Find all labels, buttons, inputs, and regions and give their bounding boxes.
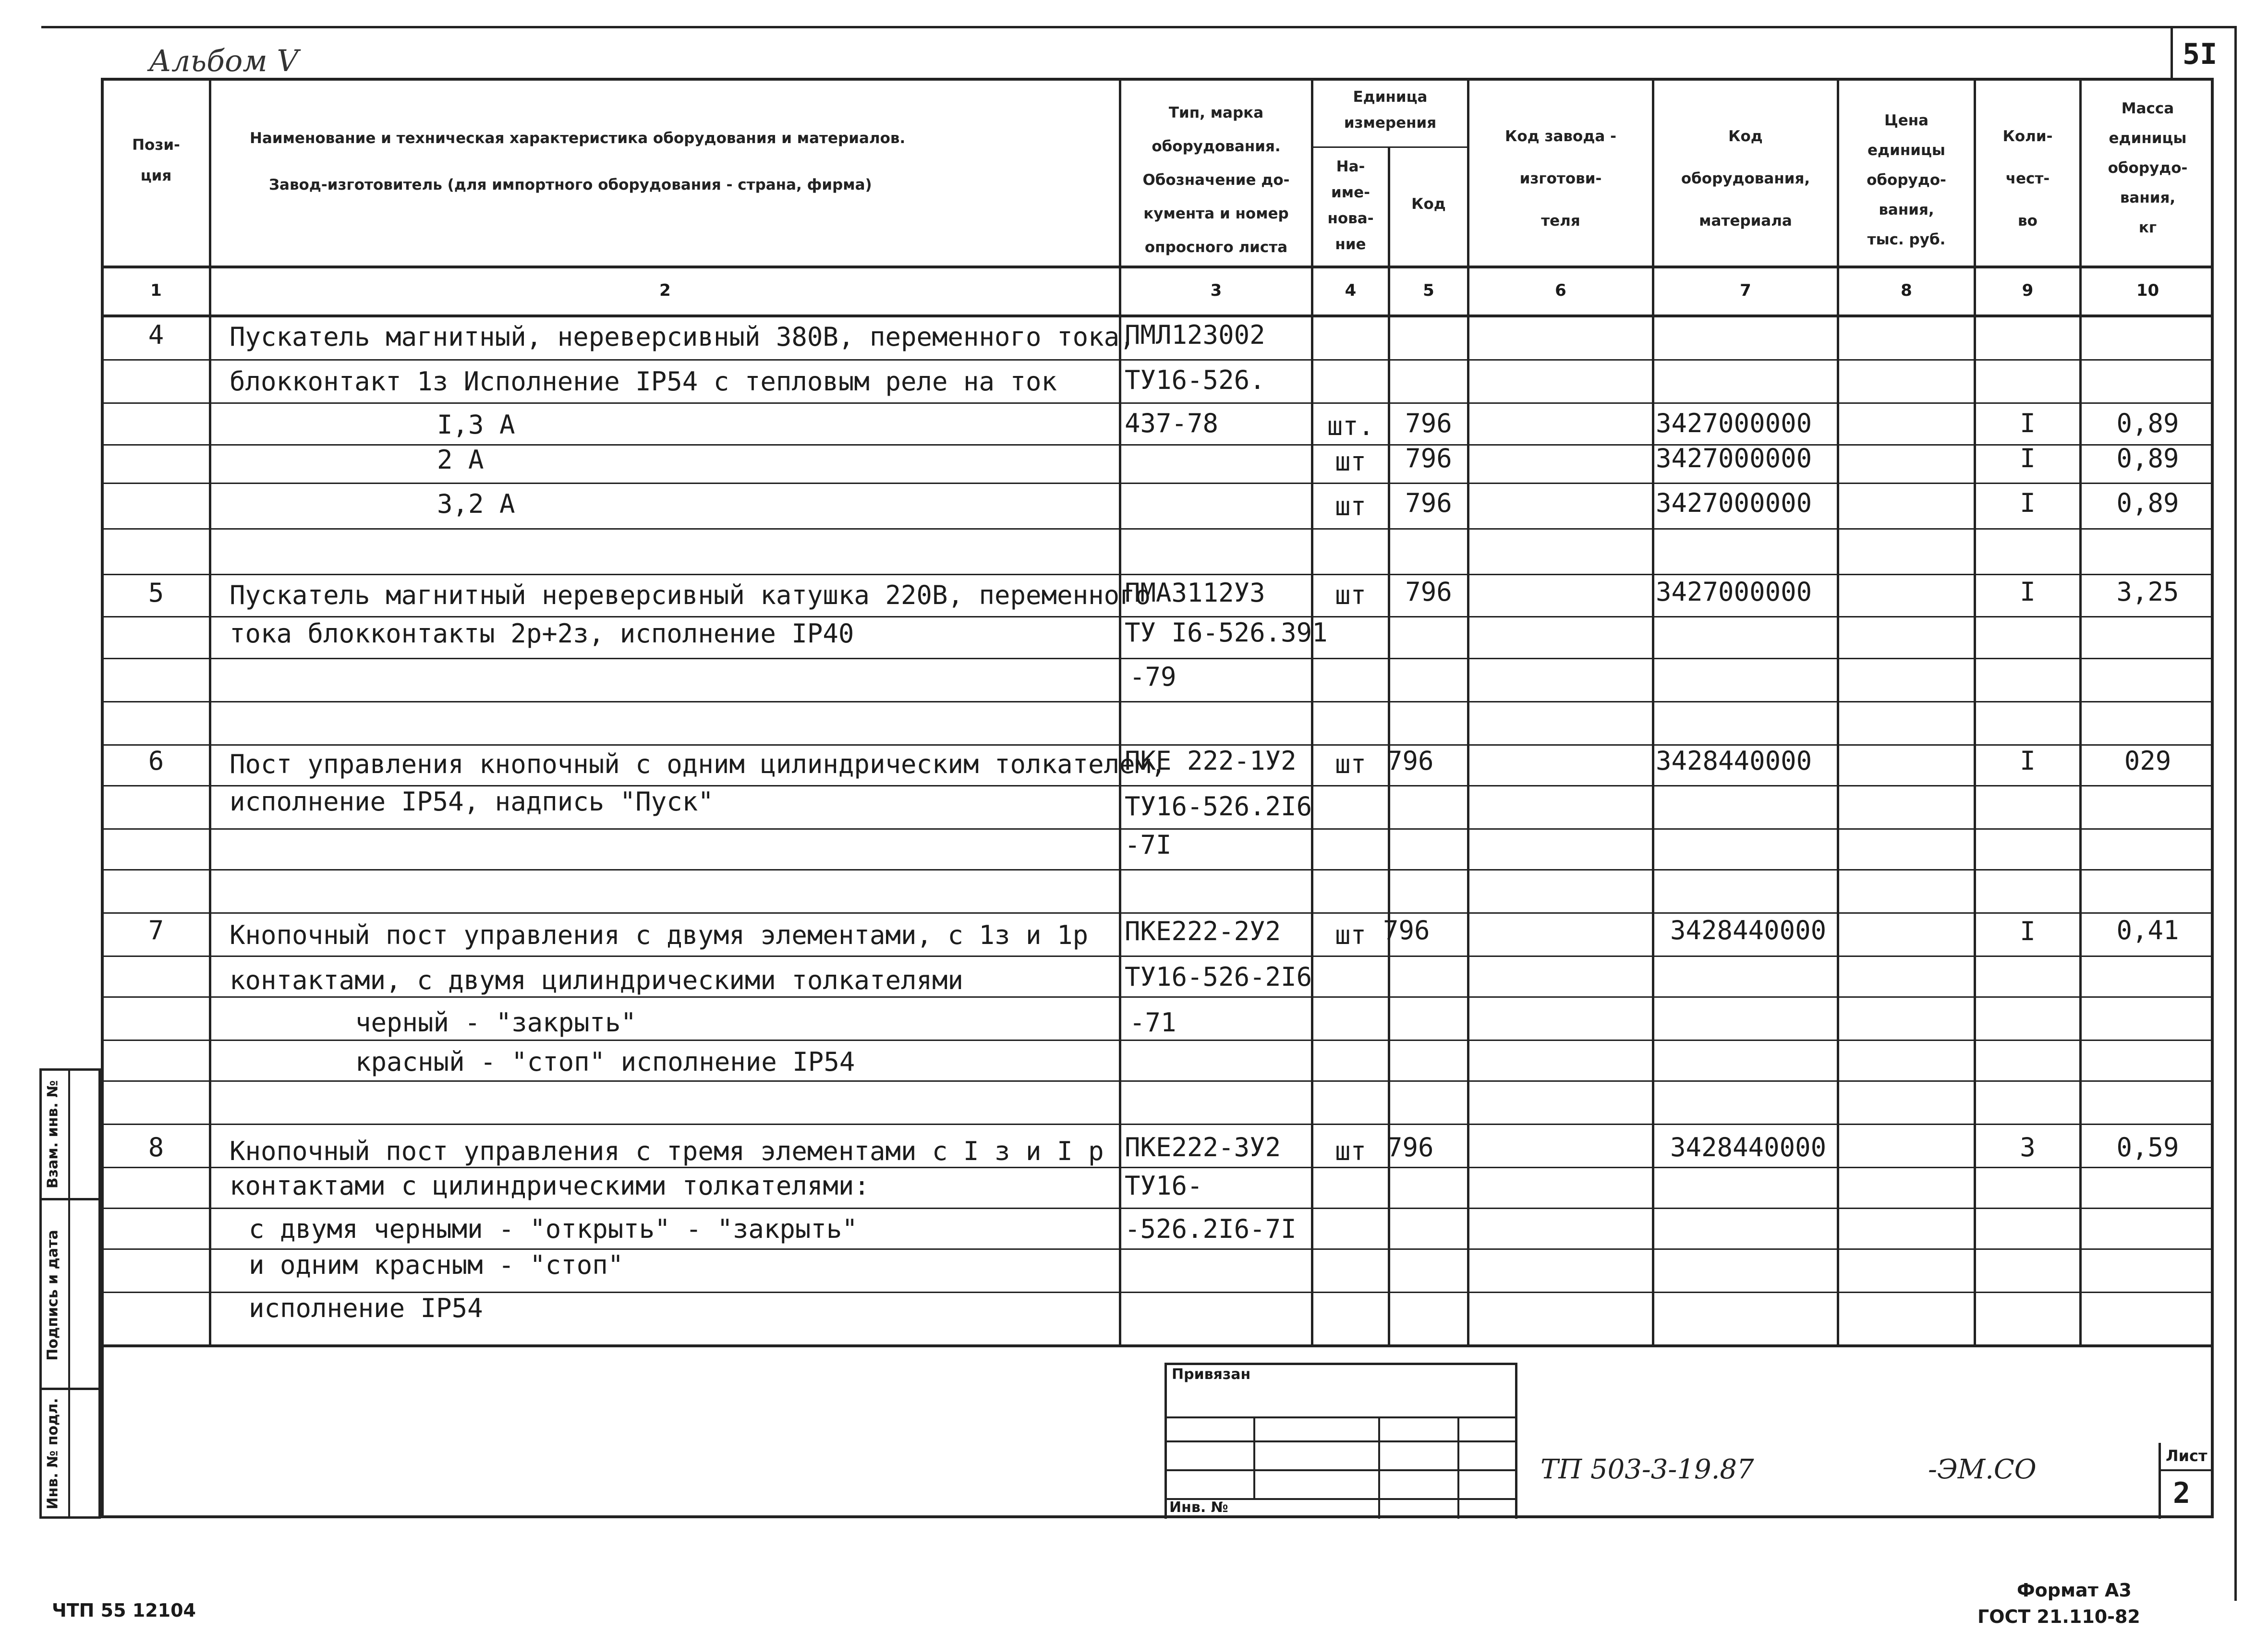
header-unit-name: На- име- нова- ние [1327, 158, 1374, 253]
header-manufacturer: Завод-изготовитель (для импортного оборудования - страна, фирма) [269, 176, 872, 194]
col-number-5: 5 [1423, 281, 1434, 300]
row-name: с двумя черными - "открыть" - "закрыть" [249, 1214, 858, 1244]
row-quantity: 3 [2020, 1132, 2036, 1162]
row-name: 2 А [437, 445, 484, 475]
row-quantity: I [2020, 577, 2036, 607]
row-line [101, 869, 2214, 871]
header-unit-code: Код [1411, 195, 1446, 213]
row-type: ПКЕ222-2У2 [1125, 916, 1281, 946]
row-unit: шт [1334, 749, 1367, 779]
row-equipment-code: 3427000000 [1656, 408, 1812, 438]
row-name: красный - "стоп" исполнение IP54 [355, 1047, 855, 1077]
row-mass: 0,59 [2116, 1132, 2179, 1162]
row-position: 7 [148, 915, 164, 945]
row-unit: шт [1334, 447, 1367, 477]
col-number-10: 10 [2136, 281, 2159, 300]
row-line [101, 359, 2214, 361]
bottom-left-code: ЧТП 55 12104 [52, 1600, 196, 1621]
row-name: блокконтакт 1з Исполнение IP54 с тепловым реле на ток [230, 366, 1057, 397]
row-unit-code: 796 [1405, 408, 1452, 438]
row-name: 3,2 А [437, 489, 515, 519]
row-type: -7I [1125, 830, 1172, 860]
format-label: Формат А3 [2017, 1580, 2132, 1601]
row-line [101, 912, 2214, 914]
row-position: 6 [148, 746, 164, 776]
sheet-label: Лист [2166, 1447, 2207, 1465]
stamp-privyazan-label: Привязан [1172, 1366, 1251, 1383]
row-line [101, 1208, 2214, 1209]
row-type: ТУ16- [1125, 1171, 1203, 1201]
header-quantity: Коли- чест- во [2002, 128, 2053, 230]
page-number-divider [2171, 26, 2173, 79]
row-quantity: I [2020, 916, 2036, 946]
row-type: ПМА3112У3 [1125, 578, 1265, 608]
row-name: контактами с цилиндрическими толкателями: [230, 1171, 870, 1201]
stamp-col [1253, 1416, 1255, 1498]
row-mass: 3,25 [2116, 577, 2179, 607]
side-label-inventory: Инв. № подл. [44, 1398, 61, 1510]
row-line [101, 402, 2214, 404]
row-unit: шт [1334, 580, 1367, 610]
row-quantity: I [2020, 488, 2036, 518]
album-label: Альбом V [149, 43, 299, 78]
row-unit-code: 796 [1387, 1132, 1434, 1162]
doc-suffix: -ЭМ.СО [1928, 1454, 2037, 1485]
col-number-6: 6 [1555, 281, 1566, 300]
unit-header-divider [1311, 146, 1467, 148]
header-equipment-code: Код оборудования, материала [1681, 128, 1810, 230]
stamp-line [1164, 1440, 1517, 1442]
row-line [101, 1080, 2214, 1082]
row-unit-code: 796 [1405, 443, 1452, 473]
col-number-4: 4 [1345, 281, 1357, 300]
sheet-box-line [2159, 1469, 2214, 1471]
row-name: исполнение IP54 [249, 1293, 483, 1323]
row-type: ПМЛ123002 [1125, 320, 1265, 350]
row-type: ТУ16-526.2I6 [1125, 791, 1312, 822]
row-name: I,3 А [437, 410, 515, 440]
row-quantity: I [2020, 443, 2036, 473]
row-type: ТУ I6-526.391 [1125, 617, 1328, 648]
row-name: контактами, с двумя цилиндрическими толкателями [230, 965, 964, 995]
row-line [101, 1167, 2214, 1168]
col-number-7: 7 [1740, 281, 1751, 300]
row-type: ПКЕ222-3У2 [1125, 1132, 1281, 1162]
row-mass: 0,89 [2116, 408, 2179, 438]
row-equipment-code: 3427000000 [1656, 488, 1812, 518]
header-position: Пози- ция [132, 136, 180, 184]
row-line [101, 528, 2214, 530]
row-name: Кнопочный пост управления с двумя элементами, с 1з и 1р [230, 920, 1089, 950]
row-name: Пускатель магнитный нереверсивный катушка 220В, переменного [230, 580, 1151, 610]
table-bottom-line [101, 1344, 2214, 1347]
row-mass: 029 [2124, 746, 2171, 776]
row-line [101, 483, 2214, 484]
row-type: -79 [1129, 662, 1176, 692]
header-mass: Масса единицы оборудо- вания, кг [2108, 100, 2188, 236]
row-name: и одним красным - "стоп" [249, 1250, 624, 1280]
row-type: ТУ16-526. [1125, 365, 1265, 395]
row-mass: 0,89 [2116, 443, 2179, 473]
side-strip-divider [68, 1068, 70, 1519]
row-type: -526.2I6-7I [1125, 1214, 1297, 1244]
row-line [101, 658, 2214, 659]
row-equipment-code: 3427000000 [1656, 443, 1812, 473]
row-type: ТУ16-526-2I6 [1125, 962, 1312, 992]
stamp-col [1378, 1416, 1380, 1519]
row-unit-code: 796 [1383, 915, 1430, 945]
sheet-number: 2 [2173, 1476, 2191, 1510]
row-mass: 0,41 [2116, 915, 2179, 945]
row-type: -71 [1129, 1007, 1176, 1038]
row-name: Кнопочный пост управления с тремя элементами с I з и I р [230, 1136, 1104, 1166]
row-unit-code: 796 [1405, 577, 1452, 607]
row-line [101, 701, 2214, 702]
row-position: 4 [148, 320, 164, 350]
stamp-line [1164, 1469, 1517, 1471]
row-name: черный - "закрыть" [355, 1007, 637, 1038]
row-unit: шт [1334, 1136, 1367, 1166]
row-line [101, 1124, 2214, 1125]
row-line [101, 956, 2214, 957]
row-name: исполнение IP54, надпись "Пуск" [230, 786, 714, 817]
row-type: 437-78 [1125, 408, 1219, 438]
stamp-line [1164, 1416, 1517, 1418]
row-equipment-code: 3428440000 [1670, 915, 1827, 945]
row-line [101, 444, 2214, 446]
col-number-8: 8 [1901, 281, 1912, 300]
row-name: тока блокконтакты 2р+2з, исполнение IP40 [230, 618, 854, 649]
header-manufacturer-code: Код завода - изготови- теля [1505, 128, 1616, 230]
side-label-signature: Подпись и дата [44, 1230, 61, 1361]
row-unit: шт [1334, 920, 1367, 950]
col-number-1: 1 [150, 281, 162, 300]
row-unit-code: 796 [1387, 746, 1434, 776]
row-name: Пускатель магнитный, нереверсивный 380В, переменного тока, [230, 322, 1135, 352]
row-line [101, 574, 2214, 575]
col-number-line [101, 314, 2214, 317]
stamp-col [1515, 1363, 1517, 1519]
header-unit: Единица измерения [1344, 88, 1437, 132]
header-price: Цена единицы оборудо- вания, тыс. руб. [1867, 112, 1946, 248]
gost-label: ГОСТ 21.110-82 [1977, 1606, 2140, 1627]
col-number-3: 3 [1210, 281, 1222, 300]
doc-code: ТП 503-3-19.87 [1540, 1454, 1754, 1485]
row-equipment-code: 3427000000 [1656, 577, 1812, 607]
col-number-2: 2 [659, 281, 671, 300]
stamp-col [1457, 1416, 1459, 1519]
row-quantity: I [2020, 746, 2036, 776]
row-equipment-code: 3428440000 [1656, 746, 1812, 776]
row-position: 8 [148, 1132, 164, 1162]
page-number: 5I [2183, 37, 2218, 71]
row-quantity: I [2020, 408, 2036, 438]
row-unit-code: 796 [1405, 488, 1452, 518]
row-name: Пост управления кнопочный с одним цилиндрическим толкателем, [230, 749, 1166, 779]
row-position: 5 [148, 578, 164, 608]
header-type: Тип, марка оборудования. Обозначение до- кумента и номер опросного листа [1142, 104, 1290, 256]
row-mass: 0,89 [2116, 488, 2179, 518]
row-type: ПКЕ 222-1У2 [1125, 746, 1297, 776]
row-unit: шт. [1327, 411, 1374, 441]
row-equipment-code: 3428440000 [1670, 1132, 1827, 1162]
row-line [101, 996, 2214, 998]
header-name: Наименование и техническая характеристика оборудования и материалов. [250, 130, 906, 147]
side-label-replace: Взам. инв. № [44, 1080, 61, 1189]
stamp-inventory-label: Инв. № [1169, 1499, 1228, 1516]
col-number-9: 9 [2022, 281, 2034, 300]
row-unit: шт [1334, 491, 1367, 521]
row-line [101, 1040, 2214, 1041]
